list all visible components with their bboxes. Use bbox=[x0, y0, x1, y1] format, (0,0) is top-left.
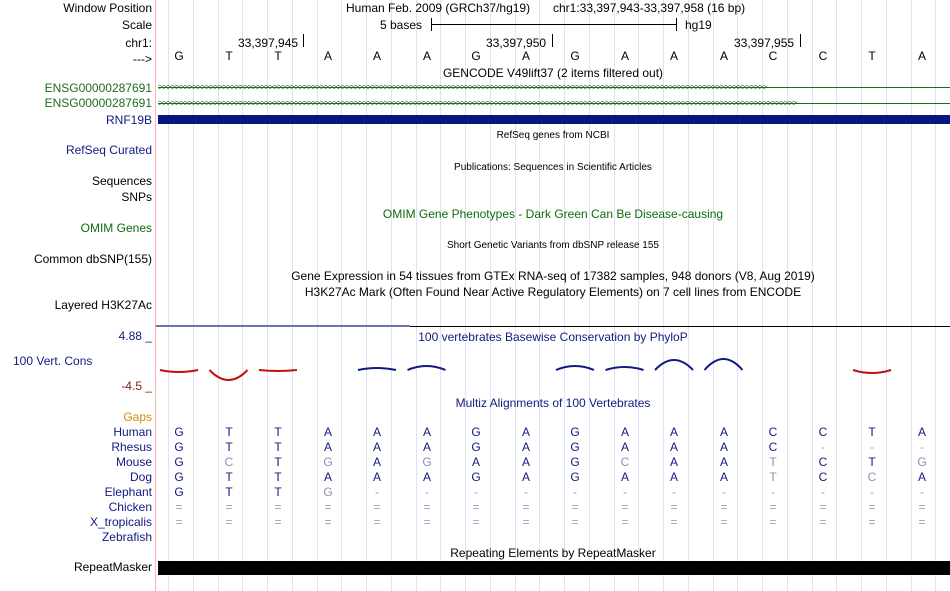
label-chrom: chr1: bbox=[125, 36, 152, 50]
alignment-base: = bbox=[472, 500, 480, 514]
alignment-base: A bbox=[372, 470, 381, 484]
alignment-base: G bbox=[174, 470, 184, 484]
h3k27ac-blue-baseline bbox=[156, 325, 410, 327]
phylop-mark bbox=[705, 359, 743, 370]
alignment-base: = bbox=[423, 500, 431, 514]
label-refseq-curated[interactable]: RefSeq Curated bbox=[65, 143, 152, 157]
dna-base: C bbox=[818, 49, 828, 63]
alignment-base: T bbox=[225, 440, 233, 454]
alignment-base: G bbox=[471, 440, 481, 454]
phylop-mark bbox=[556, 366, 594, 370]
alignment-base: = bbox=[571, 500, 579, 514]
alignment-base: A bbox=[620, 470, 629, 484]
gencode-transcript-1[interactable]: >>>>>>>>>>>>>>>>>>>>>>>>>>>>>>>>>>>>>>>>>>>>>>>>>>>>>>>>>>>>>>>>>>>>>>>>>>>>>>>>>>>>>>>>>>>>>>>>>>>>>>>>>>>>>>>>>>>>>>>>>>>>>>>>>>>>>>>>>>>>>>> bbox=[158, 83, 767, 91]
dna-base: T bbox=[225, 49, 233, 63]
dna-base: A bbox=[917, 49, 926, 63]
alignment-base: = bbox=[670, 500, 678, 514]
alignment-base: G bbox=[570, 440, 580, 454]
dna-base: A bbox=[422, 49, 431, 63]
alignment-base: C bbox=[818, 425, 828, 439]
alignment-base: A bbox=[521, 440, 530, 454]
label-species-mouse[interactable]: Mouse bbox=[115, 455, 152, 469]
alignment-base: - bbox=[771, 485, 775, 499]
dna-base: T bbox=[274, 49, 282, 63]
h3k27ac-track-title: H3K27Ac Mark (Often Found Near Active Regulatory Elements) on 7 cell lines from ENCODE bbox=[304, 285, 802, 299]
alignment-base: A bbox=[620, 425, 629, 439]
omim-track-title: OMIM Gene Phenotypes - Dark Green Can Be Disease-causing bbox=[382, 207, 724, 221]
dna-base: A bbox=[521, 49, 530, 63]
alignment-base: A bbox=[372, 455, 381, 469]
alignment-base: = bbox=[769, 500, 777, 514]
label-layered-h3k27ac[interactable]: Layered H3K27Ac bbox=[54, 298, 152, 312]
alignment-base: = bbox=[423, 515, 431, 529]
label-species-zebrafish[interactable]: Zebrafish bbox=[101, 530, 152, 544]
phylop-mark bbox=[160, 370, 198, 372]
alignment-base: A bbox=[323, 470, 332, 484]
alignment-base: A bbox=[917, 470, 926, 484]
alignment-base: - bbox=[425, 485, 429, 499]
label-species-chicken[interactable]: Chicken bbox=[108, 500, 152, 514]
alignment-base: T bbox=[769, 455, 777, 469]
alignment-base: T bbox=[274, 470, 282, 484]
label-species-human[interactable]: Human bbox=[113, 425, 152, 439]
label-omim-genes[interactable]: OMIM Genes bbox=[80, 221, 152, 235]
label-species-x-tropicalis[interactable]: X_tropicalis bbox=[89, 515, 152, 529]
alignment-base: A bbox=[422, 470, 431, 484]
alignment-base: A bbox=[669, 470, 678, 484]
label-species-rhesus[interactable]: Rhesus bbox=[111, 440, 152, 454]
scale-text: 5 bases bbox=[380, 18, 423, 32]
position-readout: chr1:33,397,943-33,397,958 (16 bp) bbox=[553, 1, 746, 15]
alignment-base: A bbox=[521, 470, 530, 484]
alignment-base: = bbox=[324, 515, 332, 529]
alignment-base: G bbox=[323, 485, 333, 499]
label-100-vert-cons[interactable]: 100 Vert. Cons bbox=[13, 354, 93, 368]
alignment-base: T bbox=[868, 455, 876, 469]
ruler-tick-2 bbox=[552, 34, 553, 47]
alignment-base: G bbox=[174, 425, 184, 439]
scale-bar bbox=[431, 24, 677, 25]
alignment-base: G bbox=[471, 425, 481, 439]
dna-base: G bbox=[174, 49, 184, 63]
alignment-base: A bbox=[372, 425, 381, 439]
track-data-area[interactable] bbox=[156, 0, 950, 591]
label-ensg-1[interactable]: ENSG00000287691 bbox=[44, 81, 152, 95]
alignment-base: G bbox=[174, 485, 184, 499]
dna-base: A bbox=[372, 49, 381, 63]
phylop-mark bbox=[259, 370, 297, 371]
phylop-mark bbox=[606, 367, 644, 370]
ruler-tick-3 bbox=[800, 34, 801, 47]
repeatmasker-track-title: Repeating Elements by RepeatMasker bbox=[450, 546, 656, 560]
alignment-base: C bbox=[867, 470, 877, 484]
alignment-base: G bbox=[422, 455, 432, 469]
alignment-base: = bbox=[373, 515, 381, 529]
phylop-chart[interactable] bbox=[156, 344, 950, 384]
phylop-mark bbox=[210, 370, 248, 380]
alignment-base: = bbox=[274, 515, 282, 529]
alignment-base: G bbox=[174, 455, 184, 469]
alignment-base: T bbox=[274, 440, 282, 454]
alignment-base: A bbox=[521, 425, 530, 439]
ruler-tick-label-2: 33,397,950 bbox=[486, 36, 547, 50]
repeatmasker-bar[interactable] bbox=[158, 561, 950, 575]
alignment-base: T bbox=[868, 425, 876, 439]
alignment-base: = bbox=[175, 500, 183, 514]
label-species-dog[interactable]: Dog bbox=[129, 470, 152, 484]
dna-base: G bbox=[570, 49, 580, 63]
alignment-base: - bbox=[920, 440, 924, 454]
dna-base: C bbox=[768, 49, 778, 63]
alignment-base: - bbox=[821, 485, 825, 499]
alignment-base: - bbox=[821, 440, 825, 454]
alignment-base: A bbox=[422, 440, 431, 454]
alignment-base: = bbox=[769, 515, 777, 529]
gtex-track-title: Gene Expression in 54 tissues from GTEx RNA-seq of 17382 samples, 948 donors (V8, Aug 2019) bbox=[291, 269, 815, 283]
alignment-base: C bbox=[620, 455, 630, 469]
gencode-track-title: GENCODE V49lift37 (2 items filtered out) bbox=[442, 66, 664, 80]
phylop-mark bbox=[853, 370, 891, 373]
publications-track-title: Publications: Sequences in Scientific Articles bbox=[454, 162, 652, 173]
alignment-base: = bbox=[670, 515, 678, 529]
alignment-base: = bbox=[571, 515, 579, 529]
phylop-mark bbox=[358, 368, 396, 370]
multiz-track-title: Multiz Alignments of 100 Vertebrates bbox=[455, 396, 651, 410]
alignment-base: = bbox=[621, 500, 629, 514]
label-common-dbsnp[interactable]: Common dbSNP(155) bbox=[33, 252, 152, 266]
alignment-base: G bbox=[471, 470, 481, 484]
dna-base: G bbox=[471, 49, 481, 63]
dna-base: A bbox=[620, 49, 629, 63]
rnf19b-gene-bar[interactable] bbox=[158, 115, 950, 124]
alignment-base: - bbox=[870, 440, 874, 454]
scale-bar-right-cap bbox=[676, 18, 677, 31]
alignment-base: = bbox=[918, 500, 926, 514]
dna-base: A bbox=[719, 49, 728, 63]
alignment-base: T bbox=[225, 485, 233, 499]
alignment-base: A bbox=[620, 440, 629, 454]
alignment-base: = bbox=[918, 515, 926, 529]
dna-base: A bbox=[323, 49, 332, 63]
alignment-base: T bbox=[769, 470, 777, 484]
label-scale: Scale bbox=[121, 18, 152, 32]
label-ensg-2[interactable]: ENSG00000287691 bbox=[44, 96, 152, 110]
label-species-elephant[interactable]: Elephant bbox=[104, 485, 152, 499]
alignment-base: C bbox=[818, 455, 828, 469]
alignment-base: - bbox=[623, 485, 627, 499]
alignment-base: A bbox=[669, 440, 678, 454]
label-snps[interactable]: SNPs bbox=[121, 190, 152, 204]
alignment-base: G bbox=[570, 470, 580, 484]
alignment-base: = bbox=[819, 500, 827, 514]
label-rnf19b[interactable]: RNF19B bbox=[105, 113, 152, 127]
label-gaps[interactable]: Gaps bbox=[123, 410, 152, 424]
label-sequences[interactable]: Sequences bbox=[91, 174, 152, 188]
ruler-tick-label-3: 33,397,955 bbox=[734, 36, 795, 50]
alignment-base: - bbox=[920, 485, 924, 499]
scale-bar-left-cap bbox=[431, 18, 432, 31]
alignment-base: = bbox=[868, 500, 876, 514]
alignment-base: - bbox=[672, 485, 676, 499]
alignment-base: G bbox=[570, 425, 580, 439]
alignment-base: A bbox=[372, 440, 381, 454]
alignment-base: = bbox=[324, 500, 332, 514]
phylop-track-title: 100 vertebrates Basewise Conservation by PhyloP bbox=[418, 330, 688, 344]
alignment-base: G bbox=[570, 455, 580, 469]
label-phylop-min: -4.5 _ bbox=[121, 379, 152, 393]
alignment-base: T bbox=[225, 470, 233, 484]
alignment-base: = bbox=[720, 515, 728, 529]
alignment-base: A bbox=[323, 440, 332, 454]
alignment-base: A bbox=[719, 455, 728, 469]
alignment-base: = bbox=[373, 500, 381, 514]
alignment-base: A bbox=[323, 425, 332, 439]
alignment-base: A bbox=[471, 455, 480, 469]
phylop-mark bbox=[408, 366, 446, 370]
alignment-base: A bbox=[422, 425, 431, 439]
ruler-tick-1 bbox=[303, 34, 304, 47]
alignment-base: T bbox=[274, 455, 282, 469]
dna-base: A bbox=[669, 49, 678, 63]
alignment-base: A bbox=[669, 455, 678, 469]
alignment-base: = bbox=[225, 500, 233, 514]
alignment-base: A bbox=[521, 455, 530, 469]
label-strand-arrow: ---> bbox=[133, 52, 152, 66]
alignment-base: - bbox=[524, 485, 528, 499]
alignment-base: = bbox=[225, 515, 233, 529]
alignment-base: A bbox=[669, 425, 678, 439]
dbsnp-track-title: Short Genetic Variants from dbSNP release 155 bbox=[447, 240, 659, 251]
alignment-base: C bbox=[768, 440, 778, 454]
alignment-base: A bbox=[719, 425, 728, 439]
alignment-base: = bbox=[472, 515, 480, 529]
alignment-base: - bbox=[573, 485, 577, 499]
alignment-base: C bbox=[768, 425, 778, 439]
refseq-track-title: RefSeq genes from NCBI bbox=[496, 130, 610, 141]
alignment-base: = bbox=[720, 500, 728, 514]
alignment-base: - bbox=[474, 485, 478, 499]
label-window-position: Window Position bbox=[63, 1, 152, 15]
label-phylop-max: 4.88 _ bbox=[118, 329, 152, 343]
dna-base: T bbox=[868, 49, 876, 63]
alignment-base: A bbox=[917, 425, 926, 439]
alignment-base: = bbox=[868, 515, 876, 529]
alignment-base: C bbox=[224, 455, 234, 469]
phylop-mark bbox=[655, 360, 693, 370]
alignment-base: = bbox=[274, 500, 282, 514]
scale-db: hg19 bbox=[685, 18, 712, 32]
alignment-base: - bbox=[722, 485, 726, 499]
alignment-base: - bbox=[375, 485, 379, 499]
assembly-title: Human Feb. 2009 (GRCh37/hg19) bbox=[346, 1, 531, 15]
alignment-base: = bbox=[522, 515, 530, 529]
alignment-base: T bbox=[274, 425, 282, 439]
ruler-tick-label-1: 33,397,945 bbox=[238, 36, 299, 50]
alignment-base: T bbox=[225, 425, 233, 439]
gencode-transcript-2[interactable]: >>>>>>>>>>>>>>>>>>>>>>>>>>>>>>>>>>>>>>>>>>>>>>>>>>>>>>>>>>>>>>>>>>>>>>>>>>>>>>>>>>>>>>>>>>>>>>>>>>>>>>>>>>>>>>>>>>>>>>>>>>>>>>>>>>>>>>>>>>>>>>>>>>>>>> bbox=[158, 99, 797, 107]
alignment-base: - bbox=[870, 485, 874, 499]
alignment-base: = bbox=[819, 515, 827, 529]
alignment-base: = bbox=[621, 515, 629, 529]
alignment-base: T bbox=[274, 485, 282, 499]
track-label-column bbox=[0, 0, 156, 591]
alignment-base: A bbox=[719, 470, 728, 484]
alignment-base: = bbox=[522, 500, 530, 514]
alignment-base: C bbox=[818, 470, 828, 484]
label-repeatmasker[interactable]: RepeatMasker bbox=[73, 560, 152, 574]
alignment-base: G bbox=[174, 440, 184, 454]
alignment-base: A bbox=[719, 440, 728, 454]
alignment-base: = bbox=[175, 515, 183, 529]
alignment-base: G bbox=[323, 455, 333, 469]
alignment-base: G bbox=[917, 455, 927, 469]
